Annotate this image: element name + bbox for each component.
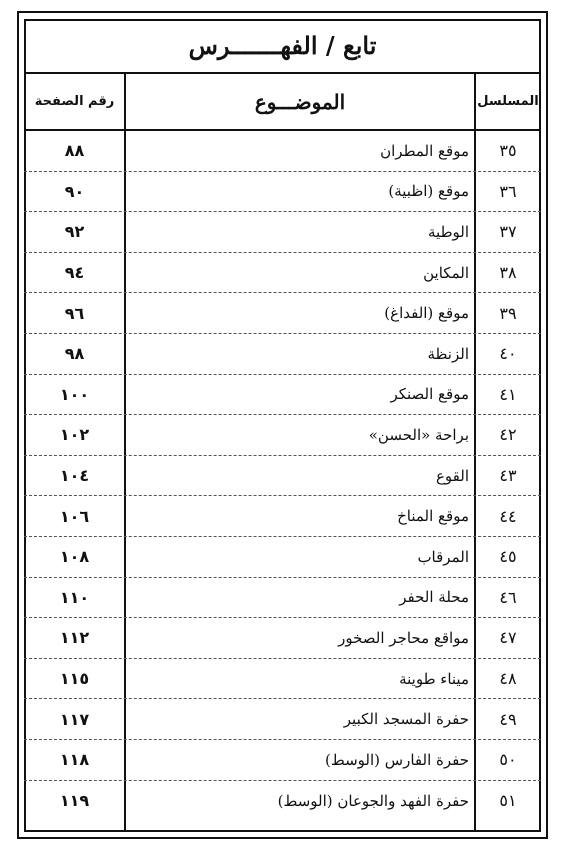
page-number: ١١٨ bbox=[59, 750, 90, 770]
serial-number: ٤٨ bbox=[499, 669, 517, 689]
header-topic: الموضـــوع bbox=[254, 89, 346, 114]
serial-number: ٣٦ bbox=[499, 181, 517, 201]
serial-number: ٤٧ bbox=[499, 628, 517, 648]
table-header bbox=[24, 74, 541, 131]
serial-number: ٤١ bbox=[499, 384, 517, 404]
topic-title: حفرة الفهد والجوعان (الوسط) bbox=[277, 791, 469, 810]
table-row bbox=[24, 334, 541, 375]
topic-title: ميناء طوينة bbox=[399, 669, 469, 688]
topic-title: المكاين bbox=[423, 263, 469, 282]
topic-title: موقع المناخ bbox=[397, 507, 469, 526]
table-row bbox=[24, 253, 541, 294]
serial-number: ٤٩ bbox=[499, 709, 517, 729]
serial-number: ٤٤ bbox=[499, 506, 517, 526]
title-bar bbox=[24, 19, 541, 74]
page-number: ٩٢ bbox=[64, 222, 85, 242]
page-number: ٩٤ bbox=[64, 263, 85, 283]
serial-number: ٥٠ bbox=[499, 750, 517, 770]
serial-number: ٤٥ bbox=[499, 547, 517, 567]
table-row bbox=[24, 131, 541, 172]
topic-title: موقع المطران bbox=[380, 141, 469, 160]
table-row bbox=[24, 618, 541, 659]
index-table-body bbox=[24, 131, 541, 821]
topic-title: القوع bbox=[435, 466, 469, 485]
table-row bbox=[24, 375, 541, 416]
table-row bbox=[24, 293, 541, 334]
table-row bbox=[24, 740, 541, 781]
table-row bbox=[24, 781, 541, 822]
page-number: ١٠٤ bbox=[59, 466, 90, 486]
topic-title: محلة الحفر bbox=[399, 588, 469, 607]
serial-number: ٣٧ bbox=[499, 222, 517, 242]
serial-number: ٣٩ bbox=[499, 303, 517, 323]
page-number: ١٠٦ bbox=[59, 506, 90, 526]
topic-title: حفرة الفارس (الوسط) bbox=[325, 750, 469, 769]
serial-number: ٤٦ bbox=[499, 587, 517, 607]
serial-number: ٤٣ bbox=[499, 466, 517, 486]
page-number: ١٠٨ bbox=[59, 547, 90, 567]
table-row bbox=[24, 578, 541, 619]
page-number: ٩٨ bbox=[64, 344, 85, 364]
page-number: ١١٥ bbox=[59, 669, 90, 689]
page-number: ٨٨ bbox=[64, 141, 85, 161]
serial-number: ٣٨ bbox=[499, 263, 517, 283]
page-title: تابع / الفهـــــــرس bbox=[188, 31, 377, 60]
topic-title: حفرة المسجد الكبير bbox=[343, 710, 469, 729]
page-number: ١١٩ bbox=[59, 791, 90, 811]
topic-title: الوطية bbox=[428, 222, 469, 241]
page-number: ١٠٠ bbox=[59, 384, 90, 404]
table-row bbox=[24, 537, 541, 578]
serial-number: ٤٠ bbox=[499, 344, 517, 364]
page-number: ٩٦ bbox=[64, 303, 85, 323]
table-row bbox=[24, 415, 541, 456]
page-number: ١٠٢ bbox=[59, 425, 90, 445]
topic-title: الزنظة bbox=[427, 344, 469, 363]
table-row bbox=[24, 456, 541, 497]
header-page-number: رقم الصفحة bbox=[34, 94, 115, 109]
table-row bbox=[24, 496, 541, 537]
topic-title: مواقع محاجر الصخور bbox=[338, 628, 469, 647]
table-row bbox=[24, 172, 541, 213]
serial-number: ٣٥ bbox=[499, 141, 517, 161]
topic-title: موقع الصنكر bbox=[390, 385, 469, 404]
serial-number: ٥١ bbox=[499, 791, 517, 811]
page-number: ١١٢ bbox=[59, 628, 90, 648]
page-number: ١١٠ bbox=[59, 587, 90, 607]
topic-title: براحة «الحسن» bbox=[368, 425, 469, 444]
serial-number: ٤٢ bbox=[499, 425, 517, 445]
page-number: ١١٧ bbox=[59, 709, 90, 729]
topic-title: موقع (اظبية) bbox=[388, 182, 469, 201]
page-number: ٩٠ bbox=[64, 181, 85, 201]
topic-title: المرقاب bbox=[417, 547, 469, 566]
topic-title: موقع (الفداغ) bbox=[384, 304, 469, 323]
table-row bbox=[24, 212, 541, 253]
table-row bbox=[24, 699, 541, 740]
table-row bbox=[24, 659, 541, 700]
header-serial: المسلسل bbox=[477, 94, 539, 109]
